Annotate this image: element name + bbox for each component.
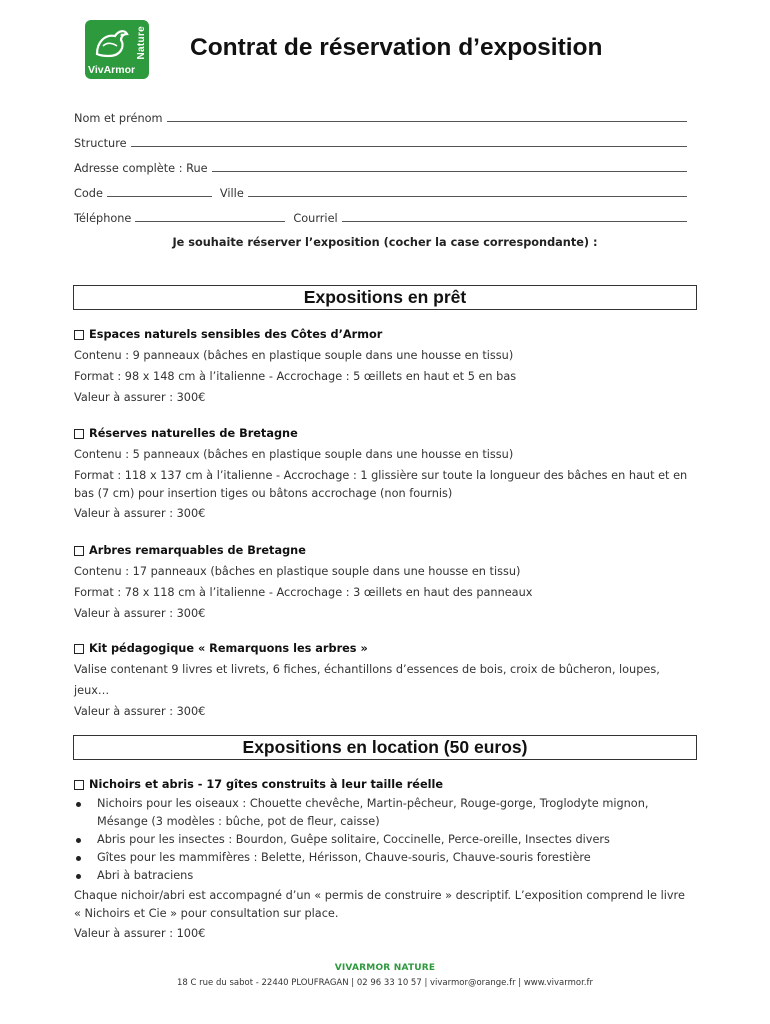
section-loan-title: Expositions en prêt — [73, 285, 697, 310]
code-label: Code — [74, 187, 103, 200]
name-label: Nom et prénom — [74, 112, 163, 125]
exhibit-content: Contenu : 9 panneaux (bâches en plastique souple dans une housse en tissu) — [74, 349, 514, 362]
exhibit-name: Kit pédagogique « Remarquons les arbres » — [89, 642, 368, 655]
exhibit-format: Format : 78 x 118 cm à l’italienne - Accrochage : 3 œillets en haut des panneaux — [74, 586, 533, 599]
list-item: Nichoirs pour les oiseaux : Chouette chevêche, Martin-pêcheur, Rouge-gorge, Troglodyte mignon, Mésange (3 modèles : bûche, pot de fleur, caisse) — [97, 795, 694, 831]
exhibit-format: Format : 98 x 148 cm à l’italienne - Accrochage : 5 œillets en haut et 5 en bas — [74, 370, 517, 383]
checkbox[interactable] — [74, 546, 84, 556]
checkbox[interactable] — [74, 644, 84, 654]
exhibit-format: Format : 118 x 137 cm à l’italienne - Accrochage : 1 glissière sur toute la longueur des bâches en haut et en bas (7 cm) pour insertion tiges ou bâtons accrochage (non fournis) — [74, 469, 688, 500]
exhibit-note: Chaque nichoir/abri est accompagné d’un « permis de construire » descriptif. L’exposition comprend le livre « Nichoirs et Cie » pour consultation sur place. — [74, 889, 685, 920]
page-title: Contrat de réservation d’exposition — [190, 34, 603, 61]
exhibit-name: Espaces naturels sensibles des Côtes d’Armor — [89, 328, 383, 341]
exhibit-value: Valeur à assurer : 300€ — [74, 507, 206, 520]
exhibit-value: Valeur à assurer : 300€ — [74, 705, 206, 718]
section-rental-title: Expositions en location (50 euros) — [73, 735, 697, 760]
checkbox[interactable] — [74, 429, 84, 439]
list-item: Abri à batraciens — [97, 867, 694, 885]
city-label: Ville — [219, 187, 244, 200]
structure-label: Structure — [74, 137, 127, 150]
exhibit-nichoirs — [74, 778, 694, 944]
list-item: Abris pour les insectes : Bourdon, Guêpe solitaire, Coccinelle, Perce-oreille, Insectes divers — [97, 831, 694, 849]
address-row — [74, 150, 687, 175]
address-field[interactable] — [212, 159, 687, 172]
exhibit-ens — [74, 328, 694, 408]
code-city-row — [74, 175, 687, 200]
checkbox[interactable] — [74, 780, 84, 790]
bullet-list — [74, 795, 694, 885]
name-row — [74, 100, 687, 125]
structure-row — [74, 125, 687, 150]
phone-label: Téléphone — [74, 212, 132, 225]
logo-nature-text: Nature — [136, 26, 147, 60]
exhibit-content: Contenu : 17 panneaux (bâches en plastique souple dans une housse en tissu) — [74, 565, 521, 578]
logo-vivarmor-text: VivArmor — [88, 64, 136, 76]
reservation-instruction: Je souhaite réserver l’exposition (cocher la case correspondante) : — [172, 236, 598, 249]
address-label: Adresse complète : Rue — [74, 162, 208, 175]
contact-form — [74, 100, 687, 225]
bird-icon — [91, 24, 131, 62]
phone-field[interactable] — [135, 209, 285, 222]
exhibit-value: Valeur à assurer : 300€ — [74, 607, 206, 620]
exhibit-content: Valise contenant 9 livres et livrets, 6 fiches, échantillons d’essences de bois, croix de bûcheron, loupes, jeux… — [74, 663, 660, 697]
code-field[interactable] — [107, 184, 212, 197]
vivarmor-logo — [85, 20, 149, 79]
email-field[interactable] — [342, 209, 687, 222]
city-field[interactable] — [248, 184, 687, 197]
exhibit-kit — [74, 642, 694, 722]
name-field[interactable] — [167, 109, 687, 122]
exhibit-name: Nichoirs et abris - 17 gîtes construits à leur taille réelle — [89, 778, 444, 791]
exhibit-content: Contenu : 5 panneaux (bâches en plastique souple dans une housse en tissu) — [74, 448, 514, 461]
exhibit-name: Réserves naturelles de Bretagne — [89, 427, 298, 440]
list-item: Gîtes pour les mammifères : Belette, Hérisson, Chauve-souris, Chauve-souris forestière — [97, 849, 694, 867]
checkbox[interactable] — [74, 330, 84, 340]
exhibit-value: Valeur à assurer : 100€ — [74, 927, 206, 940]
footer-org-name: VIVARMOR NATURE — [334, 963, 436, 973]
phone-email-row — [74, 200, 687, 225]
footer-address: 18 C rue du sabot - 22440 PLOUFRAGAN | 02 96 33 10 57 | vivarmor@orange.fr | www.vivarmor.fr — [177, 978, 593, 988]
structure-field[interactable] — [131, 134, 687, 147]
exhibit-reserves — [74, 427, 694, 524]
exhibit-name: Arbres remarquables de Bretagne — [89, 544, 306, 557]
exhibit-arbres — [74, 544, 694, 624]
email-label: Courriel — [293, 212, 338, 225]
exhibit-value: Valeur à assurer : 300€ — [74, 391, 206, 404]
